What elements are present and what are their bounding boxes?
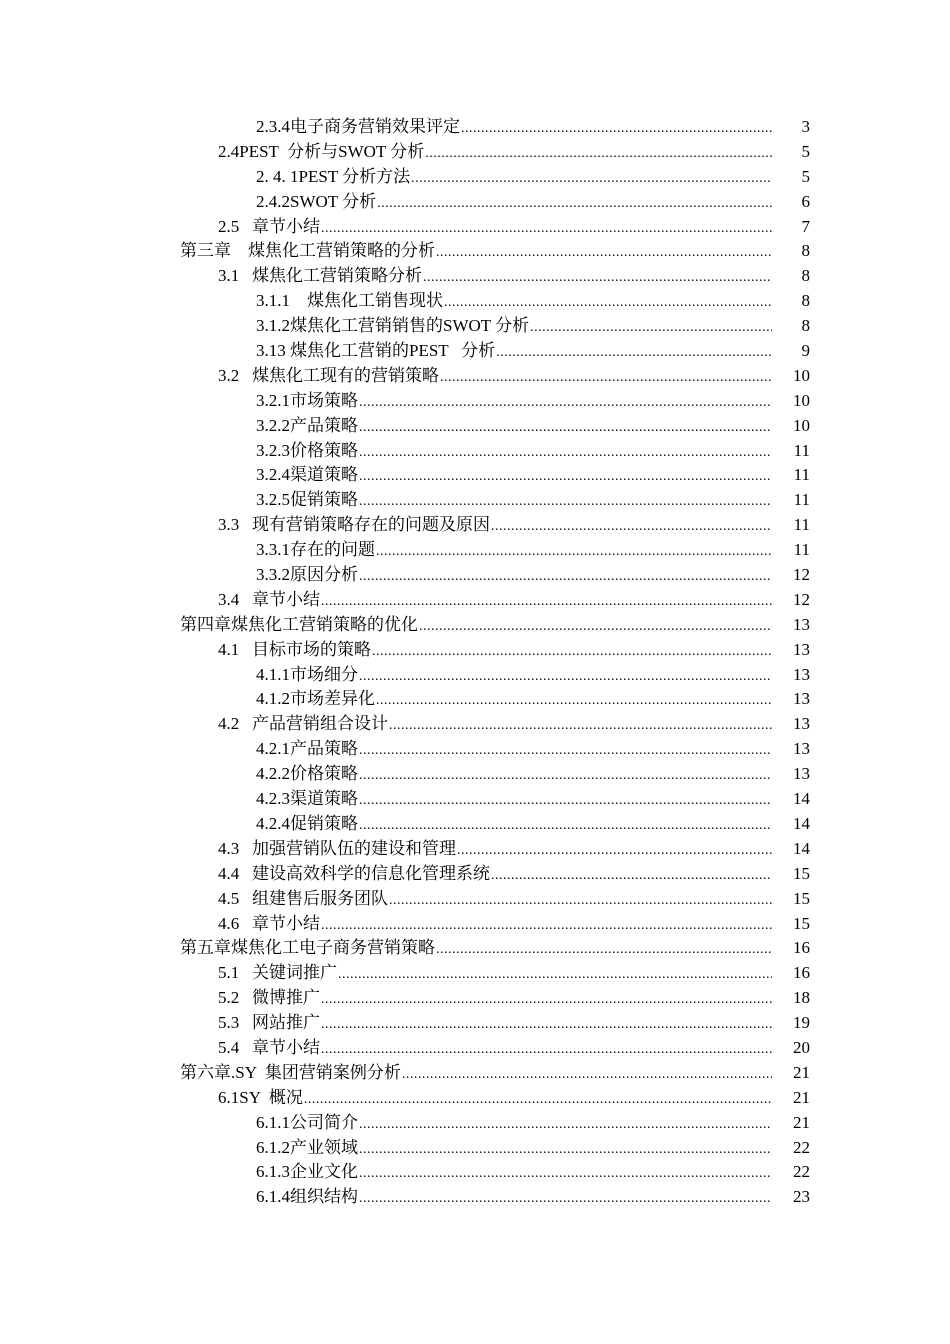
toc-title-line — [256, 1136, 772, 1163]
toc-entry-title: 2.3.4电子商务营销效果评定 — [256, 117, 460, 136]
toc-entry[interactable] — [0, 364, 950, 389]
toc-dot-leader — [461, 117, 772, 142]
toc-title-line — [256, 663, 772, 690]
toc-entry[interactable] — [0, 737, 950, 762]
toc-title-line — [256, 439, 772, 466]
toc-entry[interactable] — [0, 986, 950, 1011]
toc-title-line — [256, 463, 772, 490]
toc-entry-title: 3.3.2原因分析 — [256, 565, 358, 585]
toc-page-number: 13 — [793, 614, 810, 634]
toc-entry[interactable] — [0, 538, 950, 563]
toc-dot-leader — [359, 1187, 772, 1212]
toc-entry-title: 2. 4. 1PEST 分析方法 — [256, 166, 411, 186]
toc-dot-leader — [389, 714, 772, 739]
toc-page-number: 11 — [793, 515, 810, 535]
toc-title-line — [256, 812, 772, 839]
toc-page-number: 8 — [801, 291, 810, 311]
toc-dot-leader — [359, 1113, 772, 1138]
toc-dot-leader — [436, 938, 772, 963]
toc-dot-leader — [359, 490, 772, 515]
toc-page-number: 7 — [801, 216, 810, 236]
toc-page-number: 15 — [793, 913, 810, 933]
toc-dot-leader — [321, 217, 772, 242]
toc-page-number: 11 — [793, 490, 810, 510]
toc-entry[interactable] — [0, 638, 950, 663]
toc-entry-title: 第三章 煤焦化工营销策略的分析 — [180, 241, 435, 261]
toc-entry[interactable] — [0, 439, 950, 464]
toc-page-number: 8 — [801, 316, 810, 336]
toc-entry-title: 3.2.2产品策略 — [256, 415, 358, 435]
toc-dot-leader — [359, 465, 772, 490]
toc-entry-title: 3.13 煤焦化工营销的PEST 分析 — [256, 341, 496, 361]
toc-entry-title: 6.1.3企业文化 — [256, 1162, 358, 1182]
toc-entry-title: 4.1.2市场差异化 — [256, 689, 375, 709]
toc-page-number: 20 — [793, 1037, 810, 1057]
toc-title-line — [256, 787, 772, 814]
toc-dot-leader — [496, 341, 772, 366]
toc-dot-leader — [440, 366, 772, 391]
toc-title-line — [218, 215, 772, 242]
toc-entry-title: 3.2.5促销策略 — [256, 490, 358, 510]
toc-entry-title: 3.2.4渠道策略 — [256, 465, 358, 485]
toc-page-number: 16 — [793, 938, 810, 958]
toc-dot-leader — [389, 889, 772, 914]
toc-page-number: 10 — [793, 365, 810, 385]
toc-entry[interactable] — [0, 762, 950, 787]
toc-entry-title: 4.1.1市场细分 — [256, 664, 358, 684]
toc-title-line — [256, 1185, 772, 1212]
toc-entry[interactable] — [0, 961, 950, 986]
toc-title-line — [218, 961, 772, 988]
toc-entry-title: 4.5 组建售后服务团队 — [218, 888, 388, 908]
toc-page-number: 16 — [793, 963, 810, 983]
toc-title-line — [256, 687, 772, 714]
toc-entry-title: 3.3.1存在的问题 — [256, 540, 375, 560]
toc-page-number: 21 — [793, 1062, 810, 1082]
toc-page-number: 10 — [793, 390, 810, 410]
toc-page-number: 11 — [793, 465, 810, 485]
toc-title-line — [256, 563, 772, 590]
toc-entry[interactable] — [0, 712, 950, 737]
toc-title-line — [256, 165, 772, 192]
toc-title-line — [180, 1061, 772, 1088]
toc-page-number: 8 — [801, 266, 810, 286]
toc-entry[interactable] — [0, 613, 950, 638]
toc-page-number: 15 — [793, 888, 810, 908]
toc-page-number: 12 — [793, 565, 810, 585]
toc-entry[interactable] — [0, 1011, 950, 1036]
toc-page-number: 5 — [801, 141, 810, 161]
toc-entry-title: 5.1 关键词推广 — [218, 963, 337, 983]
toc-entry[interactable] — [0, 239, 950, 264]
toc-entry[interactable] — [0, 314, 950, 339]
toc-entry[interactable] — [0, 1061, 950, 1086]
toc-entry-title: 第四章煤焦化工营销策略的优化 — [180, 614, 418, 634]
toc-entry[interactable] — [0, 1036, 950, 1061]
toc-page-number: 19 — [793, 1013, 810, 1033]
toc-dot-leader — [321, 1013, 772, 1038]
toc-entry[interactable] — [0, 812, 950, 837]
toc-title-line — [218, 588, 772, 615]
toc-dot-leader — [359, 441, 772, 466]
toc-title-line — [256, 389, 772, 416]
toc-entry[interactable] — [0, 488, 950, 513]
toc-title-line — [218, 986, 772, 1013]
toc-title-line — [256, 414, 772, 441]
toc-entry-title: 4.2 产品营销组合设计 — [218, 714, 388, 734]
toc-dot-leader — [491, 515, 772, 540]
toc-dot-leader — [423, 266, 772, 291]
toc-entry-title: 5.4 章节小结 — [218, 1037, 320, 1057]
toc-entry-title: 3.1.2煤焦化工营销销售的SWOT 分析 — [256, 316, 530, 336]
toc-dot-leader — [376, 540, 772, 565]
toc-entry[interactable] — [0, 1136, 950, 1161]
toc-entry-title: 5.3 网站推广 — [218, 1013, 320, 1033]
toc-title-line — [180, 239, 772, 266]
toc-title-line — [218, 364, 772, 391]
toc-page-number: 14 — [793, 789, 810, 809]
toc-dot-leader — [321, 590, 772, 615]
toc-entry-title: 3.1.1 煤焦化工销售现状 — [256, 291, 443, 311]
toc-entry[interactable] — [0, 663, 950, 688]
toc-page-number: 11 — [793, 440, 810, 460]
toc-title-line — [256, 314, 772, 341]
toc-page-number: 10 — [793, 415, 810, 435]
toc-title-line — [180, 936, 772, 963]
toc-entry-title: 2.4PEST 分析与SWOT 分析 — [218, 141, 425, 161]
toc-entry[interactable] — [0, 588, 950, 613]
toc-dot-leader — [377, 192, 772, 217]
toc-dot-leader — [359, 665, 772, 690]
toc-page-number: 13 — [793, 714, 810, 734]
toc-page-number: 8 — [801, 241, 810, 261]
toc-entry-title: 4.4 建设高效科学的信息化管理系统 — [218, 863, 490, 883]
toc-entry[interactable] — [0, 887, 950, 912]
toc-entry-title: 4.2.2价格策略 — [256, 764, 358, 784]
toc-page-number: 13 — [793, 739, 810, 759]
toc-entry[interactable] — [0, 563, 950, 588]
toc-entry[interactable] — [0, 787, 950, 812]
toc-page-number: 12 — [793, 589, 810, 609]
toc-page-number: 15 — [793, 863, 810, 883]
toc-title-line — [218, 912, 772, 939]
toc-entry-title: 2.5 章节小结 — [218, 216, 320, 236]
toc-entry-title: 第五章煤焦化工电子商务营销策略 — [180, 938, 435, 958]
toc-entry[interactable] — [0, 264, 950, 289]
toc-dot-leader — [530, 316, 772, 341]
toc-dot-leader — [436, 241, 772, 266]
toc-page-number: 9 — [801, 341, 810, 361]
toc-entry-title: 2.4.2SWOT 分析 — [256, 191, 377, 211]
toc-entry-title: 6.1.1公司简介 — [256, 1112, 358, 1132]
toc-entry-title: 6.1SY 概况 — [218, 1087, 303, 1107]
toc-entry-title: 3.1 煤焦化工营销策略分析 — [218, 266, 422, 286]
toc-title-line — [256, 1160, 772, 1187]
toc-title-line — [218, 837, 772, 864]
toc-title-line — [218, 264, 772, 291]
toc-title-line — [218, 513, 772, 540]
toc-entry[interactable] — [0, 190, 950, 215]
toc-entry-title: 4.1 目标市场的策略 — [218, 639, 371, 659]
toc-page-number: 13 — [793, 664, 810, 684]
toc-entry[interactable] — [0, 463, 950, 488]
toc-entry-title: 3.4 章节小结 — [218, 589, 320, 609]
toc-entry-title: 4.2.4促销策略 — [256, 813, 358, 833]
toc-title-line — [256, 289, 772, 316]
toc-dot-leader — [359, 1162, 772, 1187]
toc-entry-title: 3.2.3价格策略 — [256, 440, 358, 460]
toc-page-number: 13 — [793, 689, 810, 709]
toc-dot-leader — [425, 142, 772, 167]
toc-entry-title: 3.3 现有营销策略存在的问题及原因 — [218, 515, 490, 535]
toc-dot-leader — [359, 739, 772, 764]
toc-dot-leader — [321, 988, 772, 1013]
toc-title-line — [218, 887, 772, 914]
toc-title-line — [256, 339, 772, 366]
toc-title-line — [256, 190, 772, 217]
toc-dot-leader — [321, 914, 772, 939]
toc-dot-leader — [372, 640, 772, 665]
toc-entry-title: 5.2 微博推广 — [218, 988, 320, 1008]
toc-entry[interactable] — [0, 1185, 950, 1210]
toc-title-line — [256, 115, 772, 142]
toc-entry[interactable] — [0, 837, 950, 862]
toc-dot-leader — [359, 565, 772, 590]
toc-dot-leader — [359, 789, 772, 814]
toc-entry[interactable] — [0, 165, 950, 190]
toc-dot-leader — [402, 1063, 772, 1088]
toc-entry-title: 3.2.1市场策略 — [256, 390, 358, 410]
toc-entry[interactable] — [0, 513, 950, 538]
toc-page-number: 21 — [793, 1087, 810, 1107]
toc-title-line — [218, 1036, 772, 1063]
toc-page-number: 22 — [793, 1162, 810, 1182]
toc-dot-leader — [359, 764, 772, 789]
toc-dot-leader — [444, 291, 772, 316]
toc-dot-leader — [419, 615, 772, 640]
toc-page-number: 22 — [793, 1137, 810, 1157]
toc-entry[interactable] — [0, 289, 950, 314]
toc-entry-title: 4.2.1产品策略 — [256, 739, 358, 759]
toc-page-number: 23 — [793, 1187, 810, 1207]
toc-dot-leader — [359, 416, 772, 441]
toc-dot-leader — [359, 814, 772, 839]
toc-dot-leader — [457, 839, 772, 864]
toc-page-number: 14 — [793, 838, 810, 858]
toc-entry[interactable] — [0, 339, 950, 364]
toc-entry[interactable] — [0, 414, 950, 439]
toc-title-line — [256, 488, 772, 515]
toc-title-line — [256, 762, 772, 789]
toc-page-number: 11 — [793, 540, 810, 560]
toc-dot-leader — [376, 689, 772, 714]
toc-title-line — [256, 737, 772, 764]
toc-dot-leader — [359, 391, 772, 416]
toc-entry[interactable] — [0, 687, 950, 712]
toc-page-number: 13 — [793, 764, 810, 784]
toc-title-line — [256, 1111, 772, 1138]
toc-entry[interactable] — [0, 912, 950, 937]
toc-entry-title: 6.1.4组织结构 — [256, 1187, 358, 1207]
toc-title-line — [218, 1086, 772, 1113]
toc-entry-title: 6.1.2产业领域 — [256, 1137, 358, 1157]
toc-entry-title: 4.2.3渠道策略 — [256, 789, 358, 809]
toc-page-number: 21 — [793, 1112, 810, 1132]
toc-page-number: 18 — [793, 988, 810, 1008]
toc-entry[interactable] — [0, 936, 950, 961]
toc-title-line — [218, 862, 772, 889]
toc-title-line — [256, 538, 772, 565]
toc-title-line — [218, 140, 772, 167]
toc-dot-leader — [338, 963, 772, 988]
toc-dot-leader — [359, 1138, 772, 1163]
toc-entry-title: 4.6 章节小结 — [218, 913, 320, 933]
toc-entry[interactable] — [0, 215, 950, 240]
toc-entry-title: 3.2 煤焦化工现有的营销策略 — [218, 365, 439, 385]
toc-entry[interactable] — [0, 115, 950, 140]
toc-entry[interactable] — [0, 140, 950, 165]
toc-title-line — [180, 613, 772, 640]
toc-page-number: 5 — [801, 166, 810, 186]
toc-entry[interactable] — [0, 1086, 950, 1111]
toc-page-number: 14 — [793, 813, 810, 833]
toc-dot-leader — [321, 1038, 772, 1063]
table-of-contents — [0, 115, 950, 1210]
toc-entry-title: 4.3 加强营销队伍的建设和管理 — [218, 838, 456, 858]
toc-entry[interactable] — [0, 1160, 950, 1185]
toc-entry[interactable] — [0, 1111, 950, 1136]
toc-title-line — [218, 638, 772, 665]
toc-dot-leader — [491, 864, 772, 889]
toc-dot-leader — [304, 1088, 772, 1113]
toc-page-number: 6 — [801, 191, 810, 211]
toc-title-line — [218, 1011, 772, 1038]
toc-page-number: 13 — [793, 639, 810, 659]
toc-entry-title: 第六章.SY 集团营销案例分析 — [180, 1062, 401, 1082]
toc-title-line — [218, 712, 772, 739]
toc-page-number: 3 — [801, 117, 810, 136]
toc-entry[interactable] — [0, 389, 950, 414]
toc-dot-leader — [411, 167, 772, 192]
toc-entry[interactable] — [0, 862, 950, 887]
